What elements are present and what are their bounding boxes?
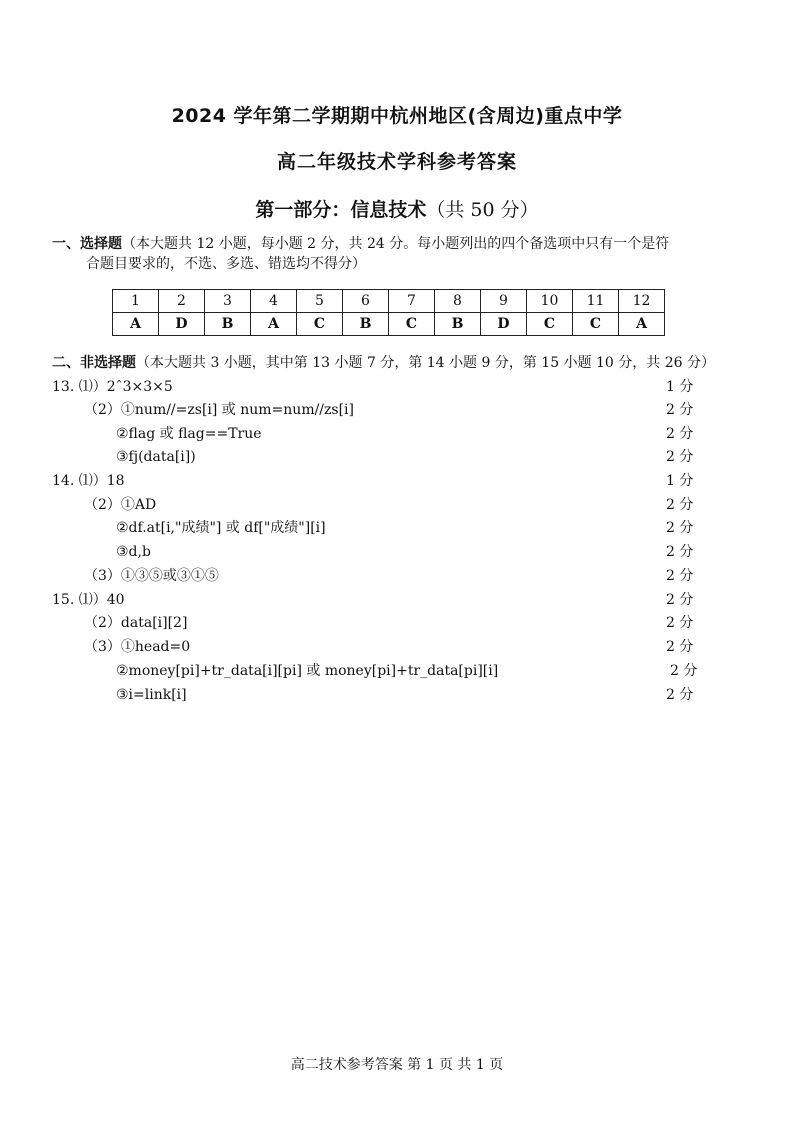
score-14-1: 1 分 — [666, 473, 694, 489]
main-title: 2024 学年第二学期期中杭州地区(含周边)重点中学 — [171, 105, 623, 127]
table-cell: A — [113, 313, 159, 336]
page-footer: 高二技术参考答案 第 1 页 共 1 页 — [290, 1057, 504, 1073]
choice-answer-table — [112, 289, 665, 336]
table-cell: C — [527, 313, 573, 336]
table-cell: 10 — [527, 290, 573, 313]
table-cell: B — [343, 313, 389, 336]
table-cell: D — [481, 313, 527, 336]
section2-desc: （本大题共 3 小题，其中第 13 小题 7 分，第 14 小题 9 分，第 15 小题 10 分，共 26 分） — [136, 355, 715, 371]
table-cell: 6 — [343, 290, 389, 313]
table-cell: A — [251, 313, 297, 336]
score-14-2-2: 2 分 — [666, 520, 694, 536]
section1-heading: 一、选择题 — [52, 236, 122, 252]
table-cell: 9 — [481, 290, 527, 313]
score-14-3: 2 分 — [666, 568, 694, 584]
score-14-2-3: 2 分 — [666, 544, 694, 560]
answer-13-1: 13. ⑴）2ˆ3×3×5 — [52, 379, 173, 395]
part-title-points: （共 50 分） — [426, 199, 539, 221]
table-row-numbers — [113, 290, 665, 313]
table-cell: 4 — [251, 290, 297, 313]
answer-13-2-1: （2）①num//=zs[i] 或 num=num//zs[i] — [84, 402, 354, 418]
score-15-2: 2 分 — [666, 615, 694, 631]
table-cell: B — [435, 313, 481, 336]
table-cell: C — [297, 313, 343, 336]
table-cell: D — [159, 313, 205, 336]
answer-14-1: 14. ⑴）18 — [52, 473, 125, 489]
score-14-2-1: 2 分 — [666, 497, 694, 513]
answer-13-2-3: ③fj(data[i]) — [116, 449, 196, 465]
answer-14-2-2: ②df.at[i,"成绩"] 或 df["成绩"][i] — [116, 520, 326, 536]
answer-14-2-1: （2）①AD — [84, 497, 157, 513]
table-cell: C — [389, 313, 435, 336]
table-cell: 8 — [435, 290, 481, 313]
answer-15-3-1: （3）①head=0 — [84, 639, 191, 655]
score-13-2-2: 2 分 — [666, 426, 694, 442]
part-title-bold: 第一部分：信息技术 — [255, 199, 427, 221]
table-cell: 3 — [205, 290, 251, 313]
answer-13-2-2: ②flag 或 flag==True — [116, 426, 262, 442]
table-cell: 2 — [159, 290, 205, 313]
table-cell: 1 — [113, 290, 159, 313]
answer-15-2: （2）data[i][2] — [84, 615, 188, 631]
score-13-1: 1 分 — [666, 379, 694, 395]
score-15-3-2: 2 分 — [670, 663, 698, 679]
table-row-answers — [113, 313, 665, 336]
table-cell: B — [205, 313, 251, 336]
score-13-2-3: 2 分 — [666, 449, 694, 465]
score-15-3-3: 2 分 — [666, 687, 694, 703]
score-15-3-1: 2 分 — [666, 639, 694, 655]
table-cell: A — [619, 313, 665, 336]
part-title — [0, 195, 794, 222]
score-13-2-1: 2 分 — [666, 402, 694, 418]
section-free-response-header — [52, 353, 752, 373]
section-choice-header — [52, 234, 752, 274]
answer-14-3: （3）①③⑤或③①⑤ — [84, 568, 219, 584]
table-cell: 11 — [573, 290, 619, 313]
table-cell: 5 — [297, 290, 343, 313]
table-cell: 7 — [389, 290, 435, 313]
section1-desc-line1: （本大题共 12 小题，每小题 2 分，共 24 分。每小题列出的四个备选项中只有一个是符 — [122, 236, 670, 252]
sub-title: 高二年级技术学科参考答案 — [276, 151, 517, 173]
section1-desc-line2: 合题目要求的，不选、多选、错选均不得分） — [86, 256, 366, 272]
answer-15-3-3: ③i=link[i] — [116, 687, 187, 703]
answer-15-3-2: ②money[pi]+tr_data[i][pi] 或 money[pi]+tr_data[pi][i] — [116, 663, 499, 679]
section2-heading: 二、非选择题 — [52, 355, 136, 371]
answer-14-2-3: ③d,b — [116, 544, 151, 560]
score-15-1: 2 分 — [666, 592, 694, 608]
table-cell: 12 — [619, 290, 665, 313]
table-cell: C — [573, 313, 619, 336]
answer-15-1: 15. ⑴）40 — [52, 592, 125, 608]
